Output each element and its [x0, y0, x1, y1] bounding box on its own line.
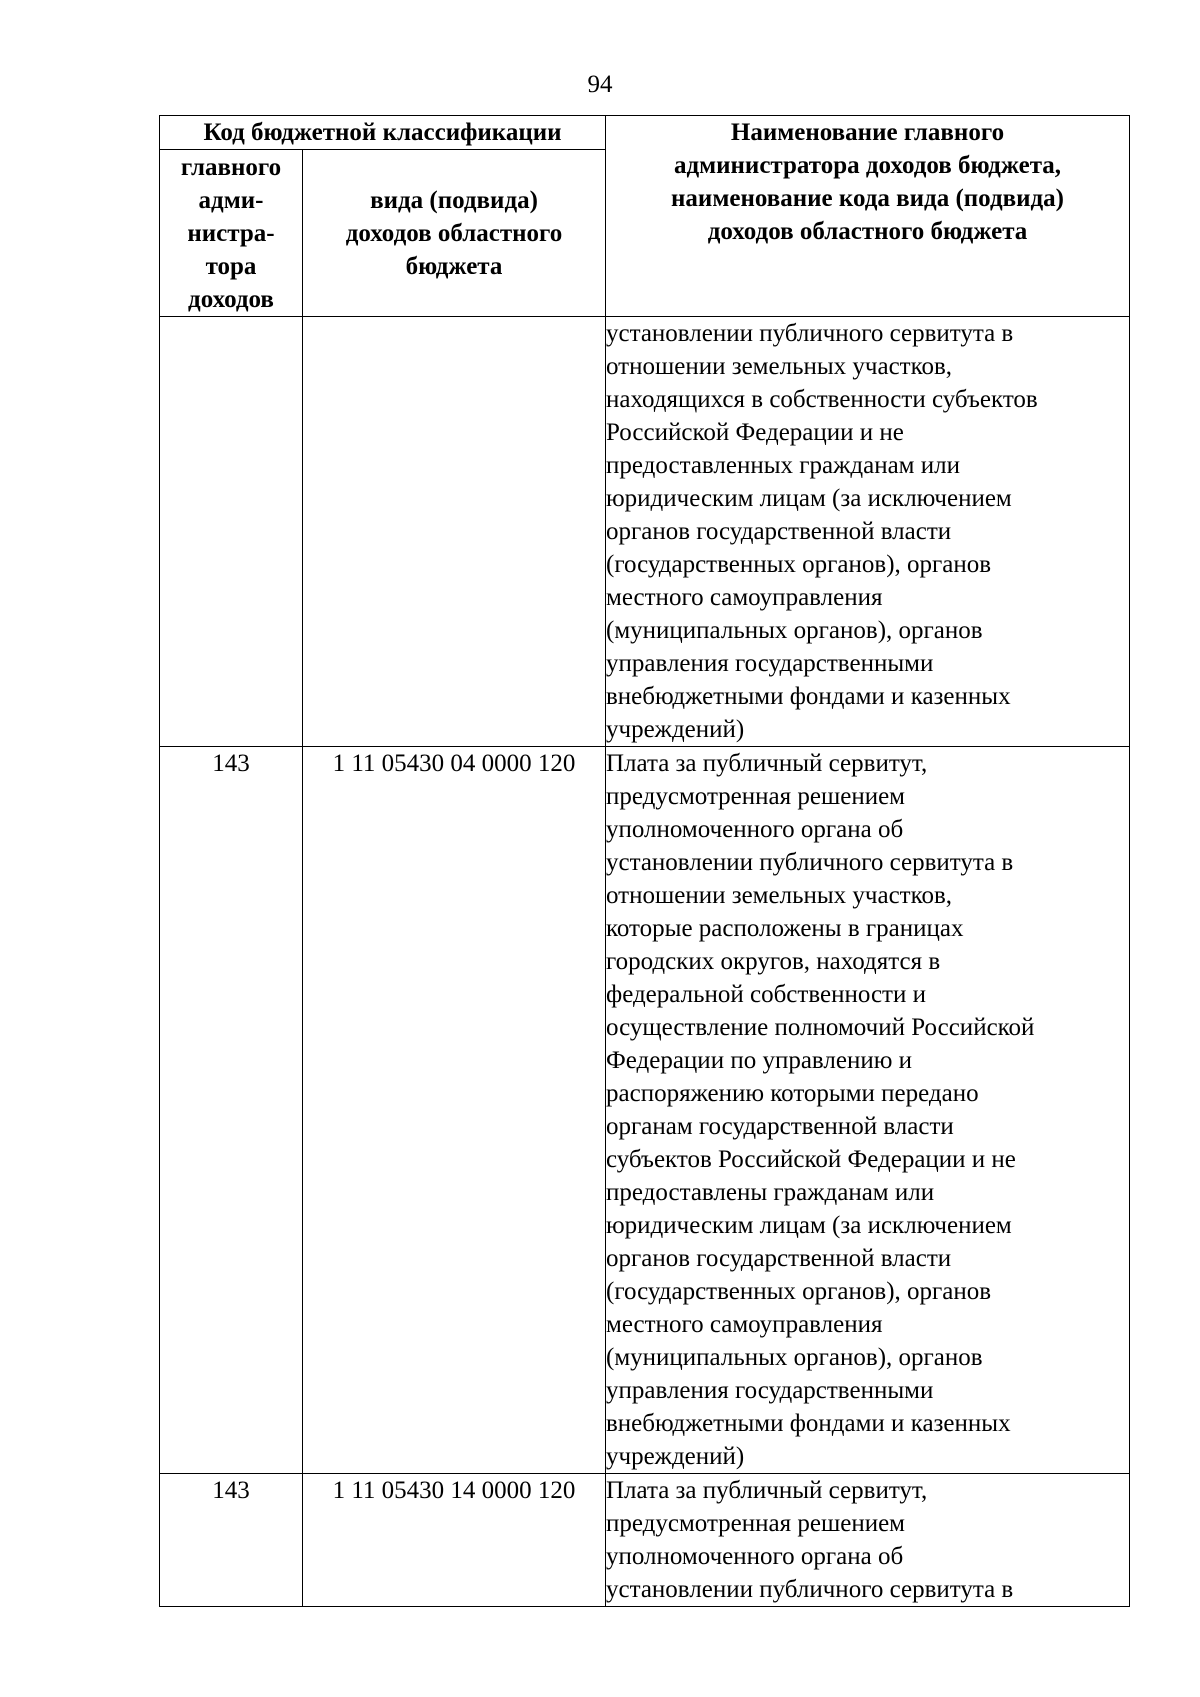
cell-income-kind-code: [303, 317, 606, 747]
header-budget-classification-code: Код бюджетной классификации: [160, 116, 606, 150]
cell-description: [606, 1474, 1130, 1607]
description-line: (государственных органов), органов: [606, 551, 992, 578]
header-line: адми-: [198, 187, 264, 214]
description-line: органов государственной власти: [606, 518, 952, 545]
header-line: тора: [205, 253, 257, 280]
description-line: юридическим лицам (за исключением: [606, 485, 1012, 512]
description-line: установлении публичного сервитута в: [606, 1576, 1014, 1603]
header-line: главного: [180, 154, 282, 181]
cell-description: [606, 747, 1130, 1474]
header-line: доходов областного: [345, 220, 563, 247]
description-line: отношении земельных участков,: [606, 353, 953, 380]
description-line: органам государственной власти: [606, 1113, 954, 1140]
description-line: отношении земельных участков,: [606, 882, 953, 909]
description-line: Плата за публичный сервитут,: [606, 750, 928, 777]
description-line: (муниципальных органов), органов: [606, 1344, 983, 1371]
description-line: предоставлены гражданам или: [606, 1179, 935, 1206]
cell-administrator-code: [160, 317, 303, 747]
description-line: юридическим лицам (за исключением: [606, 1212, 1012, 1239]
description-line: внебюджетными фондами и казенных: [606, 683, 1011, 710]
header-line: нистра-: [187, 220, 275, 247]
description-line: органов государственной власти: [606, 1245, 952, 1272]
header-line: доходов: [188, 286, 274, 313]
description-line: установлении публичного сервитута в: [606, 320, 1014, 347]
description-line: Федерации по управлению и: [606, 1047, 913, 1074]
table-row: [160, 1474, 1130, 1607]
description-line: которые расположены в границах: [606, 915, 964, 942]
description-line: предусмотренная решением: [606, 783, 905, 810]
header-administrator-name: [606, 116, 1130, 317]
table-row: [160, 317, 1130, 747]
table-body: [160, 317, 1130, 1607]
cell-description: [606, 317, 1130, 747]
cell-administrator-code: 143: [160, 747, 303, 1474]
header-line: Наименование главного: [730, 119, 1005, 146]
page-number: 94: [587, 71, 613, 98]
description-line: Российской Федерации и не: [606, 419, 904, 446]
table-header: [160, 116, 1130, 317]
cell-income-kind-code: 1 11 05430 14 0000 120: [303, 1474, 606, 1607]
header-line: бюджета: [405, 253, 503, 280]
header-line: доходов областного бюджета: [707, 218, 1028, 245]
description-line: учреждений): [606, 716, 745, 743]
description-line: внебюджетными фондами и казенных: [606, 1410, 1011, 1437]
description-line: находящихся в собственности субъектов: [606, 386, 1038, 413]
description-line: учреждений): [606, 1443, 745, 1470]
cell-administrator-code: 143: [160, 1474, 303, 1607]
description-line: местного самоуправления: [606, 1311, 883, 1338]
header-line: вида (подвида): [370, 187, 538, 214]
description-line: местного самоуправления: [606, 584, 883, 611]
description-line: управления государственными: [606, 1377, 934, 1404]
description-line: федеральной собственности и: [606, 981, 926, 1008]
description-line: осуществление полномочий Российской: [606, 1014, 1035, 1041]
header-income-kind: [303, 150, 606, 317]
description-line: (муниципальных органов), органов: [606, 617, 983, 644]
description-line: городских округов, находятся в: [606, 948, 941, 975]
description-line: установлении публичного сервитута в: [606, 849, 1014, 876]
description-line: управления государственными: [606, 650, 934, 677]
budget-classification-table: [159, 115, 1130, 1607]
description-line: уполномоченного органа об: [606, 816, 904, 843]
description-line: (государственных органов), органов: [606, 1278, 992, 1305]
description-line: Плата за публичный сервитут,: [606, 1477, 928, 1504]
table-row: [160, 747, 1130, 1474]
description-line: распоряжению которыми передано: [606, 1080, 979, 1107]
cell-income-kind-code: 1 11 05430 04 0000 120: [303, 747, 606, 1474]
description-line: уполномоченного органа об: [606, 1543, 904, 1570]
header-main-administrator: [160, 150, 303, 317]
description-line: субъектов Российской Федерации и не: [606, 1146, 1016, 1173]
description-line: предусмотренная решением: [606, 1510, 905, 1537]
description-line: предоставленных гражданам или: [606, 452, 960, 479]
header-line: наименование кода вида (подвида): [671, 185, 1064, 212]
header-line: администратора доходов бюджета,: [673, 152, 1062, 179]
